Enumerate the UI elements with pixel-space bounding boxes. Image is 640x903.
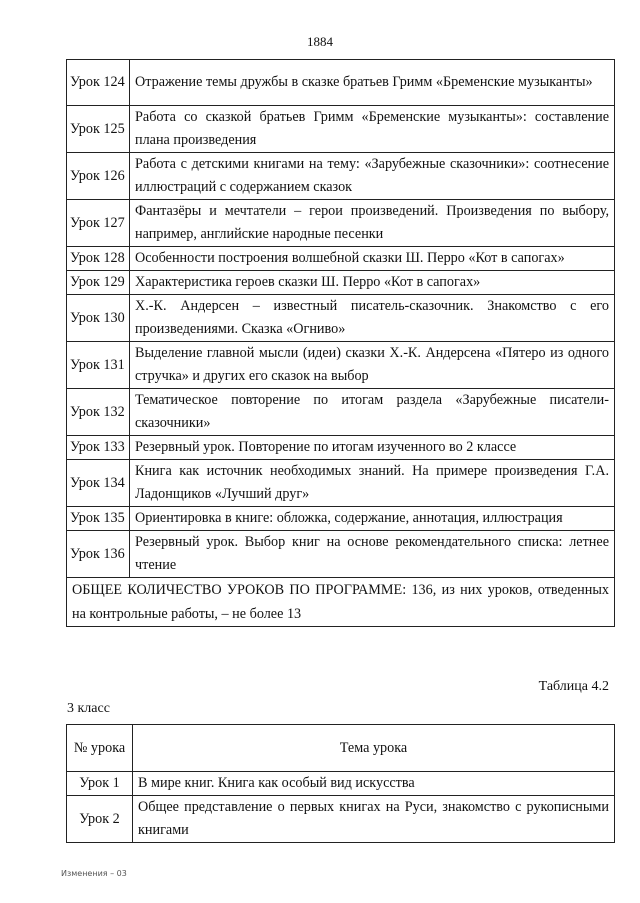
- table-row: [67, 200, 615, 247]
- lessons-table-grade2: [66, 59, 615, 627]
- lesson-topic: Выделение главной мысли (идеи) сказки Х.-К. Андерсена «Пятеро из одного стручка» и других его сказок на выбор: [130, 342, 615, 389]
- lesson-number: Урок 136: [67, 531, 130, 578]
- header-lesson-topic: Тема урока: [133, 725, 615, 772]
- lesson-number: Урок 125: [67, 106, 130, 153]
- lesson-number: Урок 134: [67, 460, 130, 507]
- revision-footer: Изменения – 03: [61, 869, 127, 878]
- lesson-topic: Ориентировка в книге: обложка, содержание, аннотация, иллюстрация: [130, 507, 615, 531]
- table-total-row: [67, 578, 615, 627]
- lesson-topic: Отражение темы дружбы в сказке братьев Гримм «Бременские музыканты»: [130, 60, 615, 106]
- table-row: [67, 436, 615, 460]
- lesson-topic: Работа с детскими книгами на тему: «Зарубежные сказочники»: соотнесение иллюстраций с содержанием сказок: [130, 153, 615, 200]
- lesson-number: Урок 126: [67, 153, 130, 200]
- lesson-topic: В мире книг. Книга как особый вид искусства: [133, 772, 615, 796]
- table-row: [67, 796, 615, 843]
- lesson-topic: Книга как источник необходимых знаний. На примере произведения Г.А. Ладонщиков «Лучший друг»: [130, 460, 615, 507]
- lesson-number: Урок 124: [67, 60, 130, 106]
- table-caption: Таблица 4.2: [538, 679, 609, 694]
- lesson-number: Урок 132: [67, 389, 130, 436]
- header-lesson-number: № урока: [67, 725, 133, 772]
- lesson-topic: Резервный урок. Выбор книг на основе рекомендательного списка: летнее чтение: [130, 531, 615, 578]
- lesson-number: Урок 133: [67, 436, 130, 460]
- lesson-number: Урок 2: [67, 796, 133, 843]
- table-row: [67, 389, 615, 436]
- lesson-number: Урок 129: [67, 271, 130, 295]
- table-row: [67, 153, 615, 200]
- lesson-topic: Х.-К. Андерсен – известный писатель-сказочник. Знакомство с его произведениями. Сказка «Огниво»: [130, 295, 615, 342]
- table-row: [67, 106, 615, 153]
- table-row: [67, 295, 615, 342]
- lesson-topic: Особенности построения волшебной сказки Ш. Перро «Кот в сапогах»: [130, 247, 615, 271]
- table-row: [67, 460, 615, 507]
- table-row: [67, 60, 615, 106]
- table-row: [67, 507, 615, 531]
- lesson-number: Урок 128: [67, 247, 130, 271]
- lesson-topic: Фантазёры и мечтатели – герои произведений. Произведения по выбору, например, английские народные песенки: [130, 200, 615, 247]
- table-header-row: [67, 725, 615, 772]
- lessons-table-grade3: [66, 724, 615, 843]
- lesson-number: Урок 127: [67, 200, 130, 247]
- lesson-topic: Тематическое повторение по итогам раздела «Зарубежные писатели-сказочники»: [130, 389, 615, 436]
- table-row: [67, 772, 615, 796]
- lesson-topic: Общее представление о первых книгах на Руси, знакомство с рукописными книгами: [133, 796, 615, 843]
- lesson-number: Урок 130: [67, 295, 130, 342]
- table-row: [67, 271, 615, 295]
- total-lessons-note: ОБЩЕЕ КОЛИЧЕСТВО УРОКОВ ПО ПРОГРАММЕ: 136, из них уроков, отведенных на контрольные работы, – не более 13: [67, 578, 615, 627]
- lesson-number: Урок 1: [67, 772, 133, 796]
- table-row: [67, 247, 615, 271]
- lesson-number: Урок 135: [67, 507, 130, 531]
- lesson-topic: Резервный урок. Повторение по итогам изученного во 2 классе: [130, 436, 615, 460]
- lesson-number: Урок 131: [67, 342, 130, 389]
- lesson-topic: Работа со сказкой братьев Гримм «Бременские музыканты»: составление плана произведения: [130, 106, 615, 153]
- table-row: [67, 342, 615, 389]
- page-number: 1884: [307, 34, 333, 49]
- lesson-topic: Характеристика героев сказки Ш. Перро «Кот в сапогах»: [130, 271, 615, 295]
- table-row: [67, 531, 615, 578]
- grade-caption: 3 класс: [67, 701, 110, 716]
